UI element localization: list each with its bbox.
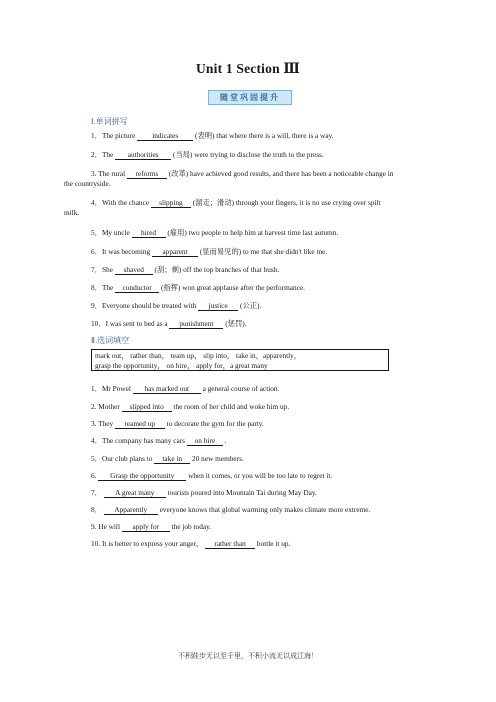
word-bank-line: grasp the opportunity， on hire， apply for，a great many [95,361,268,370]
list-item: 9．Everyone should be treated with justice (公正). [91,301,262,310]
list-item: 1．Mr Powel has marked out a general course of action. [91,384,280,393]
footer-motto: 不积跬步无以至千里，不积小流无以成江海！ [178,652,318,660]
section-banner: 随堂巩固提升 [208,90,292,105]
list-item: 6. Grasp the opportunity when it comes, or you will be too late to regret it. [91,471,333,480]
list-item: 8．The conductor (指挥) won great applause after the performance. [91,283,305,292]
word-bank-line: mark out， rather than， team up， slip into， take in，apparently， [95,351,302,360]
answer-blank: teamed up [115,419,165,429]
list-item: 7． A great many tourists poured into Mountain Tai during May Day. [91,488,317,497]
list-item: 8． Apparently everyone knows that global warming only makes climate more extreme. [91,505,371,514]
list-item: 7．She shaved (刮；剃) off the top branches of that bush. [91,265,280,274]
answer-blank: A great many [104,488,166,498]
list-item: 3. The rural reforms (改革) have achieved good results, and there has been a noticeable change in the countryside. [64,169,394,188]
answer-blank: has marked out [133,384,201,394]
list-item: 3. They teamed up to decorate the gym for the party. [91,419,264,428]
list-item: 2. Mother slipped into the room of her child and woke him up. [91,402,290,411]
list-item: 5．My uncle hired (雇用) two people to help him at harvest time last autumn. [91,228,339,237]
list-item: 4．The company has many cars on hire . [91,436,227,445]
list-item: 10．I was sent to bed as a punishment (惩罚). [91,319,247,328]
answer-blank: reforms [127,169,167,179]
list-item: 9. He will apply for the job today. [91,522,212,531]
answer-blank: Apparently [104,505,158,515]
list-item: 6．It was becoming apparent (显而易见的) to me that she didn't like me. [91,247,328,256]
answer-blank: authorities [115,150,171,160]
list-item: 2．The authorities (当局) were trying to disclose the truth to the press. [91,150,324,159]
answer-blank: conductor [115,283,159,293]
answer-blank: shaved [115,265,153,275]
answer-blank: indicates [137,131,193,141]
part1-heading: Ⅰ.单词拼写 [91,117,128,126]
answer-blank: apparent [152,247,198,257]
answer-blank: punishment [169,319,223,329]
answer-blank: on hire [187,436,223,446]
answer-blank: justice [198,301,238,311]
answer-blank: slipping [151,198,191,208]
part2-heading: Ⅱ.选词填空 [91,336,130,345]
answer-blank: hired [132,228,166,238]
answer-blank: slipped into [122,402,172,412]
answer-blank: Grasp the opportunity [98,471,186,481]
answer-blank: apply for [122,522,170,532]
answer-blank: take in [154,454,190,464]
list-item: 5．Our club plans to take in 20 new members. [91,454,244,463]
page-title: Unit 1 Section Ⅲ [195,61,300,76]
list-item: 10. It is better to express your anger， rather than bottle it up. [91,539,291,548]
list-item: 1．The picture indicates (表明) that where there is a will, there is a way. [91,131,334,140]
list-item: 4．With the chance slipping (溜走；滑动) through your fingers, it is no use crying over spilt milk. [64,198,381,217]
answer-blank: rather than [205,539,255,549]
word-bank [91,349,389,371]
